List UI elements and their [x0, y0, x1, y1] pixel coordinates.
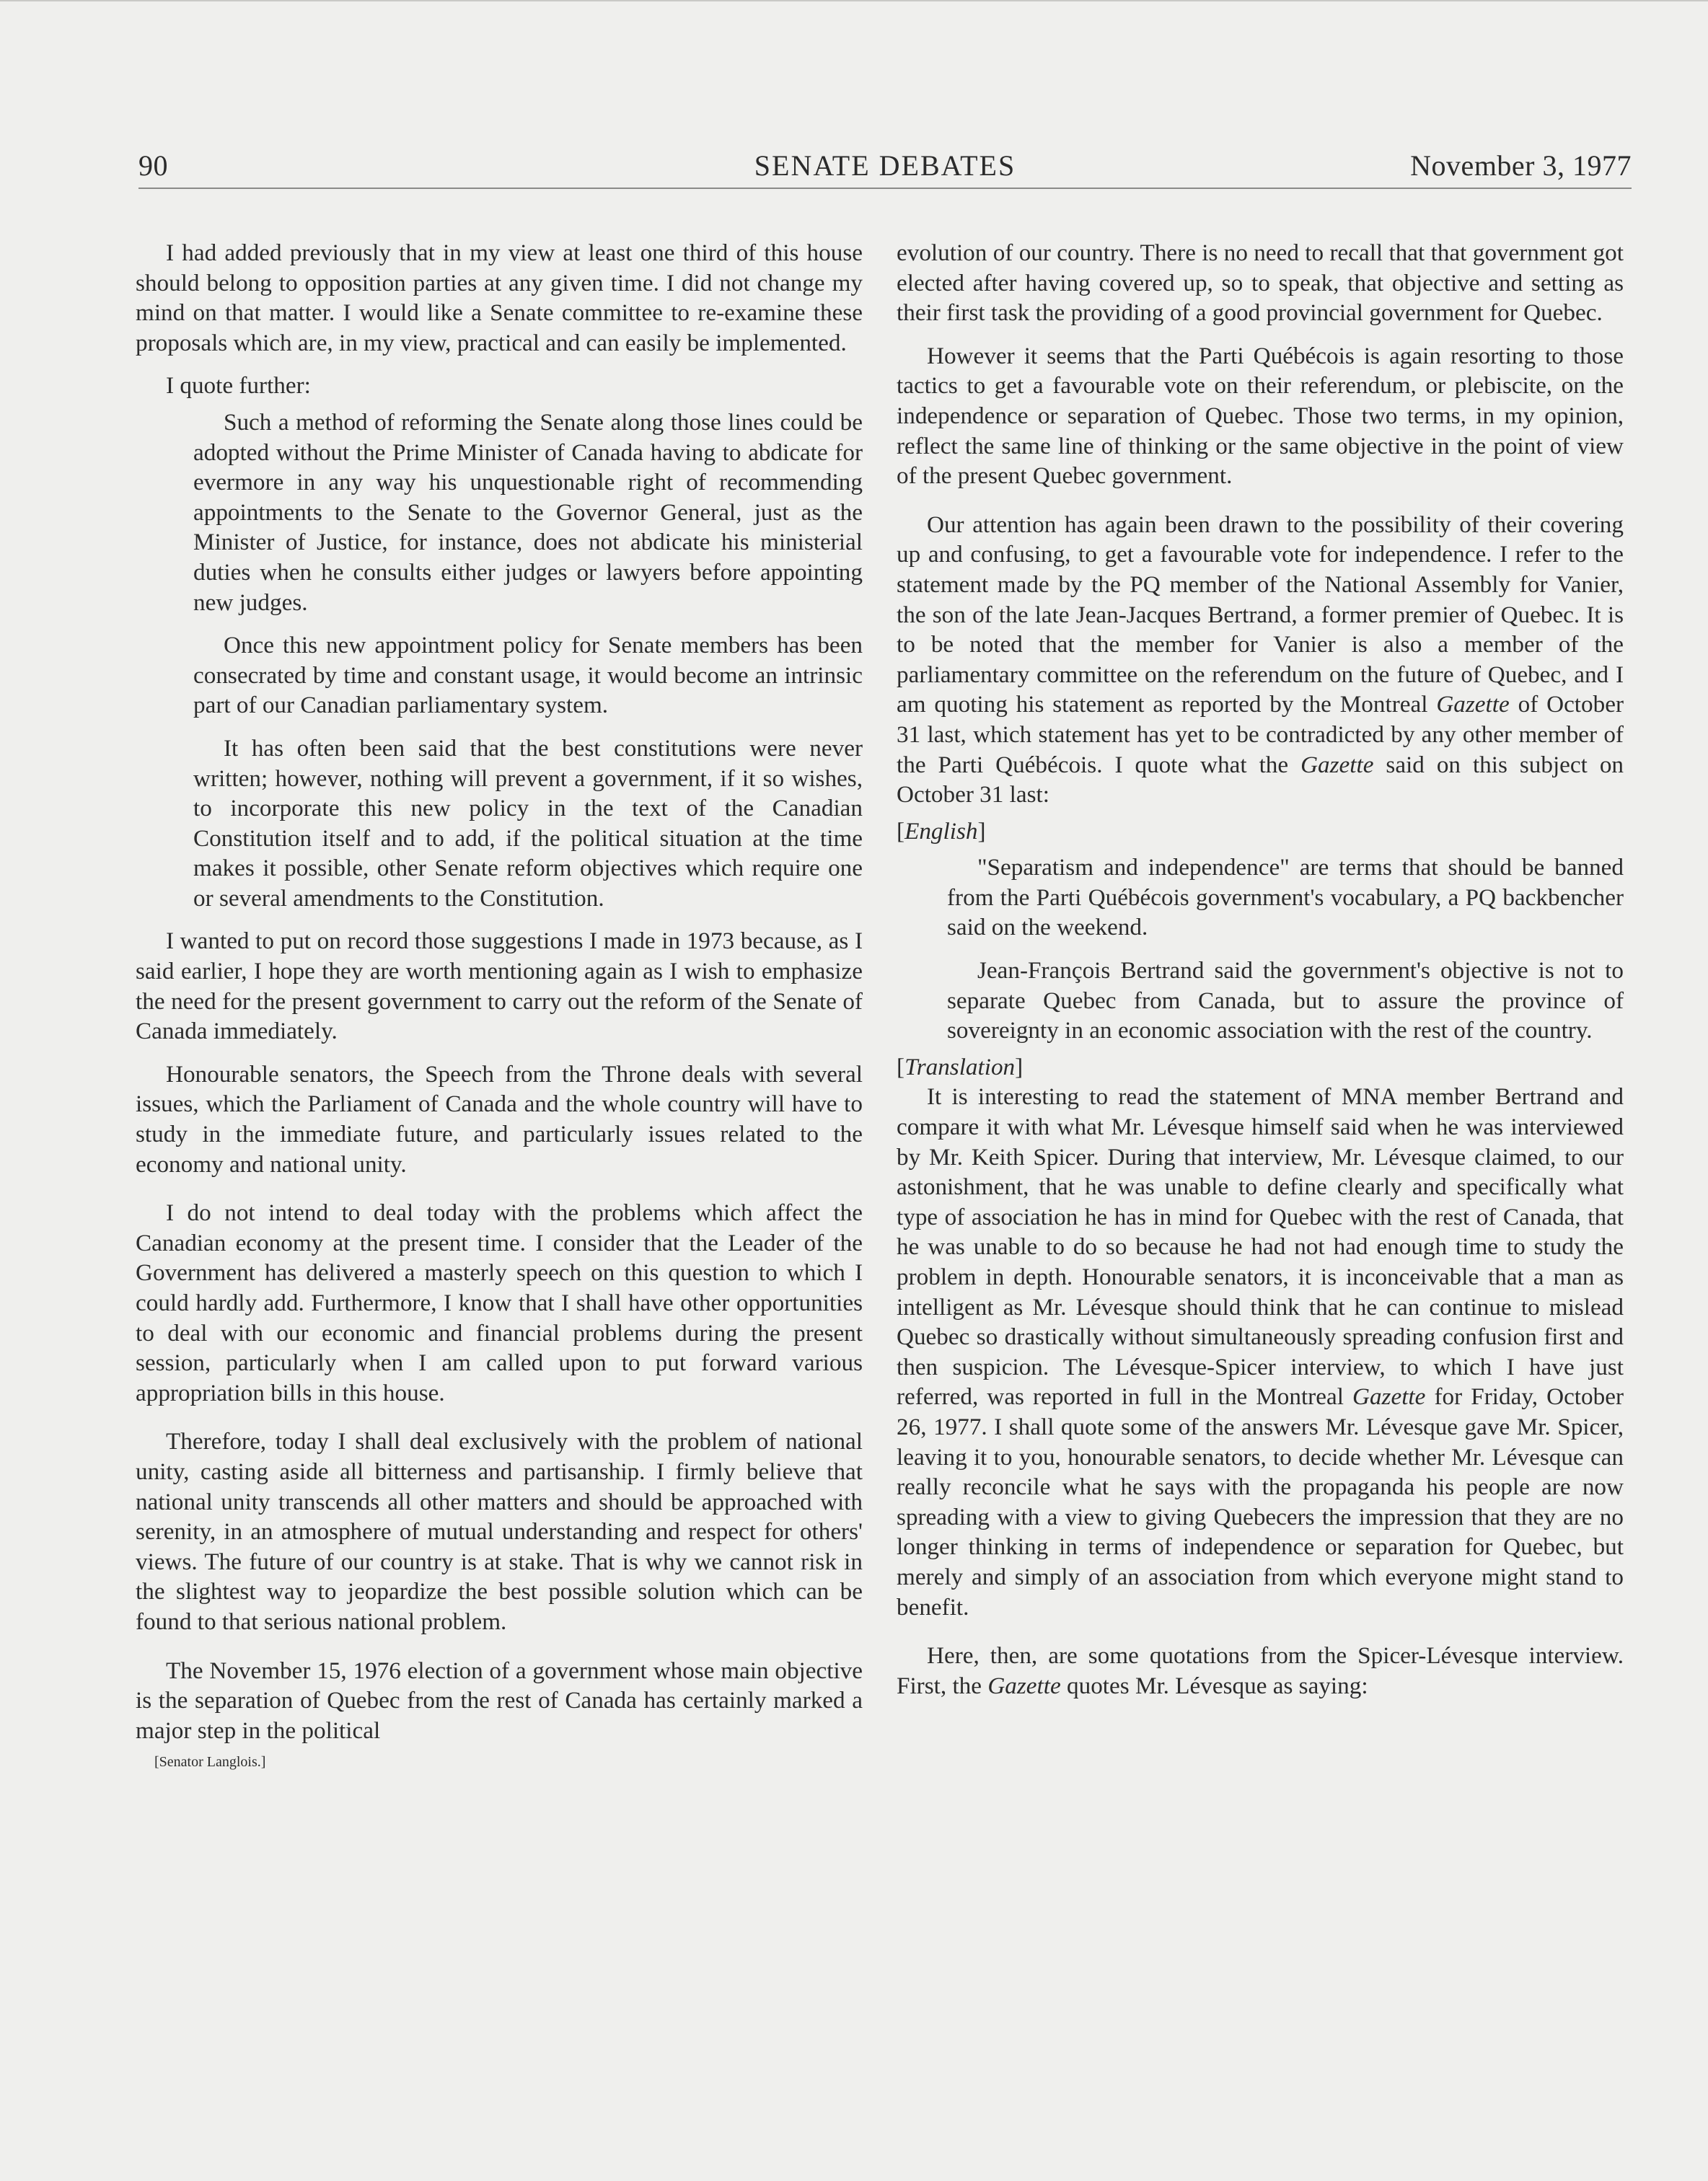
page-number: 90: [138, 149, 168, 182]
header-rule: [138, 188, 1632, 189]
issue-date: November 3, 1977: [1410, 149, 1632, 182]
block-quote: Once this new appointment policy for Senate members has been consecrated by time and constant usage, it would become an intrinsic part of our Canadian parliamentary system.: [193, 632, 863, 719]
publication-name: Gazette: [987, 1672, 1061, 1699]
paragraph: I do not intend to deal today with the problems which affect the Canadian economy at the present time. I consider that the Leader of the Government has delivered a masterly speech on this question to which I could hardly add. Furthermore, I know that I shall have other opportunities to deal with our economic and financial problems during the present session, particularly when I am called upon to put forward various appropriation bills in this house.: [136, 1199, 863, 1406]
scan-edge: [0, 0, 1708, 1]
block-quote: It has often been said that the best constitutions were never written; however, nothing will prevent a government, if it so wishes, to incorporate this new policy in the text of the Canadian Constitution itself and to add, if the political situation at the time makes it possible, other Senate reform objectives which require one or several amendments to the Constitution.: [193, 734, 863, 912]
paragraph: Honourable senators, the Speech from the Throne deals with several issues, which the Parliament of Canada and the whole country will have to study in the immediate future, and particularly issues related to the economy and national unity.: [136, 1060, 863, 1178]
language-tag: [Translation]: [897, 1053, 1024, 1080]
page-header: [138, 149, 1632, 190]
paragraph: I wanted to put on record those suggestions I made in 1973 because, as I said earlier, I hope they are worth mentioning again as I wish to emphasize the need for the present government to carry out the reform of the Senate of Canada immediately.: [136, 928, 863, 1045]
publication-name: Gazette: [1352, 1383, 1426, 1411]
paragraph: I quote further:: [166, 372, 311, 400]
block-quote: Such a method of reforming the Senate along those lines could be adopted without the Prime Minister of Canada having to abdicate for evermore in any way his unquestionable right of recommending appointments to the Senate to the Governor General, just as the Minister of Justice, for instance, does not abdicate his ministerial duties when he consults either judges or lawyers before appointing new judges.: [193, 408, 863, 616]
paragraph: It is interesting to read the statement of MNA member Bertrand and compare it with what Mr. Lévesque himself said when he was interviewed by Mr. Keith Spicer. During that interview, Mr. Lévesque claimed, to our astonishment, that he was unable to define clearly and specifically what type of association he has in mind for Quebec with the rest of Canada, that he was unable to do so because he had not had enough time to study the problem in depth. Honourable senators, it is inconceivable that a man as intelligent as Mr. Lévesque should think that he can continue to mislead Quebec so drastically without simultaneously spreading confusion first and then suspicion. The Lévesque-Spicer interview, to which I have just referred, was reported in full in the Montreal Gazette for Friday, October 26, 1977. I shall quote some of the answers Mr. Lévesque gave Mr. Spicer, leaving it to you, honourable senators, to decide whether Mr. Lévesque can really reconcile what he says with the propaganda his people are now spreading with a view to giving Quebecers the impression that they are no longer thinking in terms of independence or separation for Quebec, but merely and simply of an association from which everyone might stand to benefit.: [897, 1083, 1624, 1621]
left-column: [136, 238, 863, 1771]
paragraph: Here, then, are some quotations from the Spicer-Lévesque interview. First, the Gazette quotes Mr. Lévesque as saying:: [897, 1642, 1624, 1699]
block-quote: "Separatism and independence" are terms that should be banned from the Parti Québécois government's vocabulary, a PQ backbencher said on the weekend.: [947, 854, 1624, 941]
publication-name: Gazette: [1300, 751, 1374, 778]
publication-name: Gazette: [1436, 691, 1510, 718]
paragraph: The November 15, 1976 election of a government whose main objective is the separation of Quebec from the rest of Canada has certainly marked a major step in the political: [136, 1657, 863, 1744]
block-quote: Jean-François Bertrand said the government's objective is not to separate Quebec from Canada, but to assure the province of sovereignty in an economic association with the rest of the country.: [947, 957, 1624, 1044]
publication-title: SENATE DEBATES: [754, 149, 1016, 182]
paragraph: Our attention has again been drawn to the possibility of their covering up and confusing, to get a favourable vote for independence. I refer to the statement made by the PQ member of the National Assembly for Vanier, the son of the late Jean-Jacques Bertrand, a former premier of Quebec. It is to be noted that the member for Vanier is also a member of the parliamentary committee on the referendum on the future of Quebec, and I am quoting his statement as reported by the Montreal Gazette of October 31 last, which statement has yet to be contradicted by any other member of the Parti Québécois. I quote what the Gazette said on this subject on October 31 last:: [897, 511, 1624, 808]
paragraph: Therefore, today I shall deal exclusively with the problem of national unity, casting aside all bitterness and partisanship. I firmly believe that national unity transcends all other matters and should be approached with serenity, in an atmosphere of mutual understanding and respect for others' views. The future of our country is at stake. That is why we cannot risk in the slightest way to jeopardize the best possible solution which can be found to that serious national problem.: [136, 1428, 863, 1635]
paragraph: I had added previously that in my view at least one third of this house should belong to opposition parties at any given time. I did not change my mind on that matter. I would like a Senate committee to re-examine these proposals which are, in my view, practical and can easily be implemented.: [136, 239, 863, 356]
speaker-footnote: [Senator Langlois.]: [154, 1754, 266, 1771]
paragraph: However it seems that the Parti Québécois is again resorting to those tactics to get a favourable vote on their referendum, or plebiscite, on the independence or separation of Quebec. Those two terms, in my opinion, reflect the same line of thinking or the same objective in the point of view of the present Quebec government.: [897, 342, 1624, 490]
right-column: [897, 238, 1624, 1701]
paragraph: evolution of our country. There is no need to recall that that government got elected after having covered up, so to speak, that objective and setting as their first task the providing of a good provincial government for Quebec.: [897, 239, 1624, 327]
language-tag: [English]: [897, 817, 986, 845]
